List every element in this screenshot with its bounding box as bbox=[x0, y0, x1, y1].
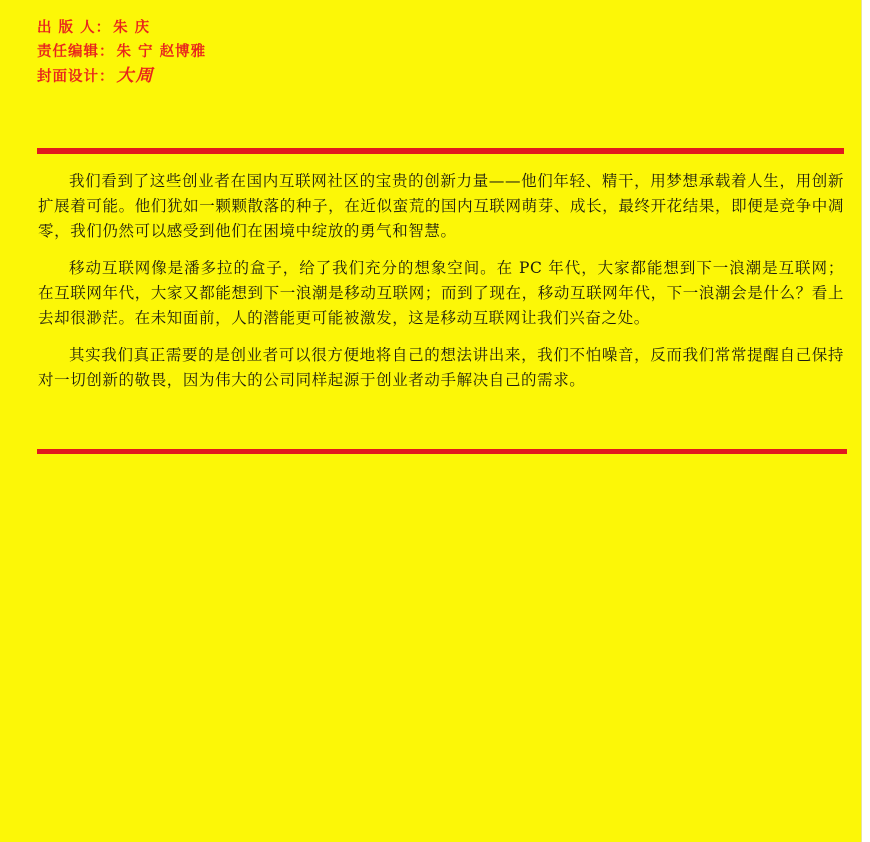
credit-publisher bbox=[37, 16, 206, 40]
blurb-paragraph: 其实我们真正需要的是创业者可以很方便地将自己的想法讲出来，我们不怕噪音，反而我们常常提醒自己保持对一切创新的敬畏，因为伟大的公司同样起源于创业者动手解决自己的需求。 bbox=[38, 346, 844, 389]
credit-cover-design bbox=[37, 64, 206, 88]
credit-value: 朱 宁 赵博雅 bbox=[116, 43, 207, 60]
blurb-paragraph: 我们看到了这些创业者在国内互联网社区的宝贵的创新力量——他们年轻、精干，用梦想承载着人生，用创新扩展着可能。他们犹如一颗颗散落的种子，在近似蛮荒的国内互联网萌芽、成长，最终开花结果，即便是竞争中凋零，我们仍然可以感受到他们在困境中绽放的勇气和智慧。 bbox=[38, 172, 844, 240]
credits-block bbox=[37, 16, 206, 88]
bottom-red-rule bbox=[37, 449, 847, 454]
credit-editor bbox=[37, 40, 206, 64]
top-red-rule bbox=[37, 148, 844, 154]
credit-label: 出 版 人： bbox=[37, 19, 112, 36]
page-edge bbox=[861, 0, 870, 842]
credit-value: 大周 bbox=[116, 66, 155, 86]
blurb-text bbox=[38, 169, 844, 405]
credit-label: 封面设计： bbox=[37, 68, 115, 85]
credit-label: 责任编辑： bbox=[37, 43, 115, 60]
credit-value: 朱 庆 bbox=[113, 19, 151, 36]
blurb-paragraph: 移动互联网像是潘多拉的盒子，给了我们充分的想象空间。在 PC 年代，大家都能想到下一浪潮是互联网；在互联网年代，大家又都能想到下一浪潮是移动互联网；而到了现在，移动互联网年代，下一浪潮会是什么？看上去却很渺茫。在未知面前，人的潜能更可能被激发，这是移动互联网让我们兴奋之处。 bbox=[38, 259, 844, 327]
